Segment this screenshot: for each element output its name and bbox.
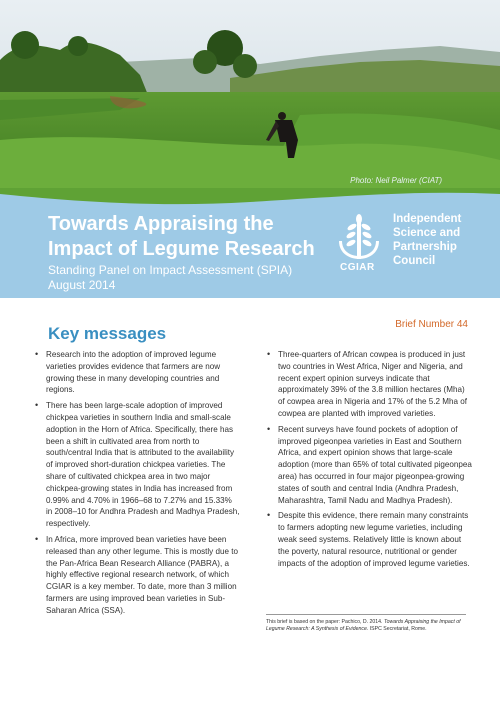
- subtitle-line-2: August 2014: [48, 278, 116, 292]
- page-title: Towards Appraising the Impact of Legume Research: [48, 213, 315, 260]
- photo-credit: Photo: Neil Palmer (CIAT): [350, 176, 442, 185]
- source-footnote: [266, 614, 466, 632]
- list-item: • Research into the adoption of improved legume varieties provides evidence that farmers are now growing these in many developing countries and regions.: [46, 349, 240, 396]
- cgiar-logo-icon: [333, 213, 385, 263]
- key-messages-heading: Key messages: [48, 324, 167, 343]
- list-item: • There has been large-scale adoption of improved chickpea varieties in southern India and small-scale adoption in the Horn of Africa. Specifically, there has been a shift in cultivated area from north to south/central India that is attributed to the availability of improved short-duration chickpea varieties. The share of cultivated chickpea area in two major chickpea-growing states in India has increased from 0.99% and 4.70% in 1966–68 to 7.27% and 15.33% in 2008–10 for Andhra Pradesh and Madhya Pradesh, respectively.: [46, 400, 240, 530]
- isp-line-2: Science and: [393, 227, 461, 239]
- left-bullet-list: [34, 349, 240, 617]
- isp-line-4: Council: [393, 255, 436, 267]
- isp-line-1: Independent: [393, 213, 462, 225]
- footnote-prefix: This brief is based on the paper: Pachico, D. 2014.: [266, 619, 384, 625]
- brief-number: Brief Number 44: [395, 319, 468, 330]
- isp-line-3: Partnership: [393, 241, 457, 253]
- subtitle: [48, 263, 338, 293]
- left-column: [34, 349, 240, 621]
- list-item: • In Africa, more improved bean varieties have been released than any other legume. This is mostly due to the Pan-Africa Bean Research Alliance (PABRA), a highly effective regional research network, of which CGIAR is a key member. To date, more than 3 million farmers are using improved bean varieties in Sub-Saharan Africa (SSA).: [46, 534, 240, 617]
- right-bullet-list: [266, 349, 472, 569]
- subtitle-line-1: Standing Panel on Impact Assessment (SPIA): [48, 263, 293, 277]
- cgiar-logo-text: CGIAR: [340, 262, 375, 273]
- right-column: [266, 349, 472, 573]
- footnote-title: Towards Appraising the Impact of Legume Research: A Synthesis of Evidence.: [266, 619, 461, 632]
- cover-photo: [0, 0, 500, 190]
- list-item: • Despite this evidence, there remain many constraints to farmers adopting new legume varieties, including weak seed systems. Relatively little is known about the poverty, natural resource, nutritional or gender impacts of the adoption of improved legume varieties.: [278, 510, 472, 569]
- list-item: • Recent surveys have found pockets of adoption of improved pigeonpea varieties in East and Southern Africa, and expert opinion shows that large-scale adoption (more than 65% of total cultivated pigeonpea area) has occurred in four major pigeonpea-growing states of south and central India (Andhra Pradesh, Maharashtra, Tamil Nadu and Madhya Pradesh).: [278, 424, 472, 507]
- isp-council-name: [393, 212, 461, 268]
- list-item: • Three-quarters of African cowpea is produced in just two countries in West Africa, Niger and Nigeria, and recent expert opinion surveys indicate that approximately 39% of the 3.8 million hectares (Mha) of cowpea area in Nigeria and 17% of the 5.2 Mha of cowpea are planted with improved varieties.: [278, 349, 472, 420]
- footnote-suffix: ISPC Secretariat, Rome.: [368, 625, 427, 632]
